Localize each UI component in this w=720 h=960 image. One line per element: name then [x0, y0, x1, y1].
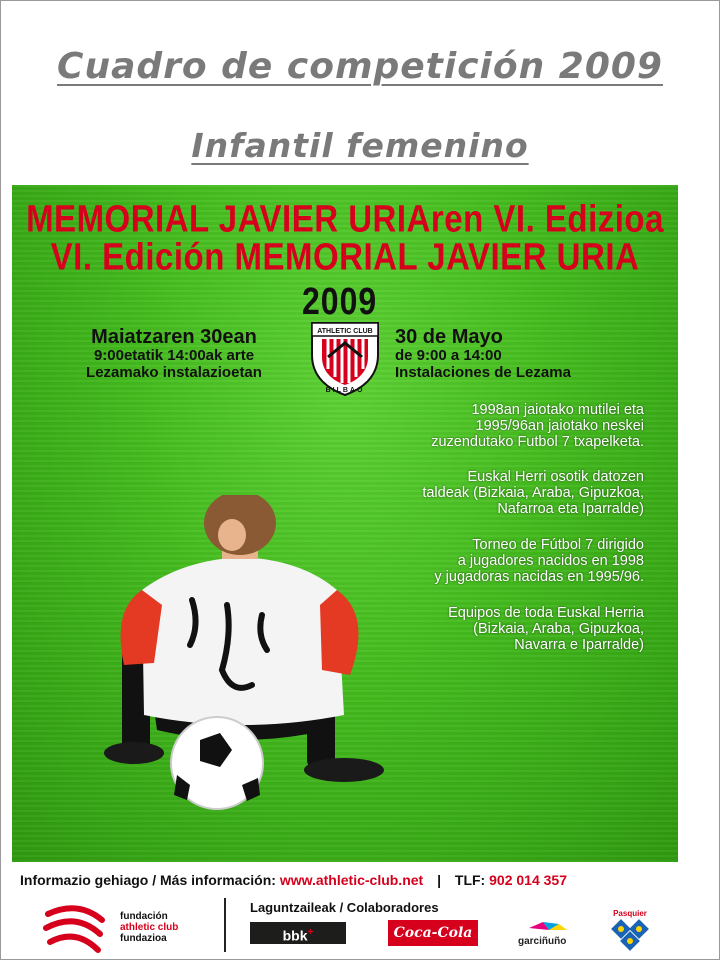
bbk-logo — [250, 922, 346, 944]
foundation-line: athletic club — [120, 922, 179, 933]
event-place-spanish: Instalaciones de Lezama — [395, 364, 571, 381]
contact-info-line — [20, 872, 700, 888]
foundation-name — [120, 911, 178, 944]
athletic-club-crest-icon — [304, 317, 386, 397]
info-line: a jugadores nacidos en 1998 — [457, 553, 644, 569]
event-place-basque: Lezamako instalazioetan — [86, 364, 262, 381]
info-line: Equipos de toda Euskal Herria — [448, 605, 644, 621]
event-poster — [12, 185, 678, 862]
crest-text-top: ATHLETIC CLUB — [317, 328, 373, 335]
website-link[interactable]: www.athletic-club.net — [279, 872, 424, 888]
pasquier-logo-text: Pasquier — [613, 909, 647, 918]
info-line: zuzendutako Futbol 7 txapelketa. — [431, 434, 644, 450]
coca-cola-logo: Coca-Cola — [388, 920, 478, 946]
poster-title-spanish: VI. Edición MEMORIAL JAVIER URIA — [50, 235, 640, 278]
page-subtitle: Infantil femenino — [191, 126, 529, 165]
info-line: taldeak (Bizkaia, Araba, Gipuzkoa, — [422, 485, 644, 501]
bbk-logo-text: bbk — [282, 927, 308, 944]
info-line: Euskal Herri osotik datozen — [467, 469, 644, 485]
poster-year: 2009 — [302, 279, 378, 323]
phone-label: TLF: — [454, 872, 486, 888]
poster-title-basque: MEMORIAL JAVIER URIAren VI. Edizioa — [26, 197, 664, 240]
event-info-basque — [54, 327, 294, 381]
separator: | — [437, 872, 442, 888]
collaborators-label: Laguntzaileak / Colaboradores — [250, 900, 439, 915]
info-block-4 — [448, 605, 644, 653]
child-on-football-image — [82, 495, 402, 862]
info-line: (Bizkaia, Araba, Gipuzkoa, — [473, 621, 644, 637]
event-time-spanish: de 9:00 a 14:00 — [395, 347, 502, 364]
footer-divider — [224, 898, 226, 952]
event-date-basque: Maiatzaren 30ean — [91, 326, 257, 348]
event-info-spanish — [395, 327, 665, 381]
info-block-1 — [431, 402, 644, 450]
info-line: y jugadoras nacidas en 1995/96. — [434, 569, 644, 585]
foundation-line: fundación — [120, 911, 168, 922]
info-line: 1998an jaiotako mutilei eta — [471, 402, 644, 418]
more-info-label: Informazio gehiago / Más información: — [20, 872, 276, 888]
event-date-spanish: 30 de Mayo — [395, 326, 503, 348]
info-line: 1995/96an jaiotako neskei — [475, 418, 644, 434]
info-block-3 — [434, 537, 644, 585]
phone-number: 902 014 357 — [489, 872, 567, 888]
event-time-basque: 9:00etatik 14:00ak arte — [93, 347, 255, 364]
crest-text-bottom: BILBAO — [325, 387, 365, 394]
page-title: Cuadro de competición 2009 — [57, 46, 663, 87]
info-line: Torneo de Fútbol 7 dirigido — [472, 537, 644, 553]
info-line: Navarra e Iparralde) — [514, 637, 644, 653]
bbk-plus-icon: + — [307, 927, 314, 938]
info-block-2 — [422, 469, 644, 517]
foundation-line: fundazioa — [120, 933, 167, 944]
garcinuno-logo-text: garciñuño — [518, 936, 567, 947]
info-line: Nafarroa eta Iparralde) — [497, 501, 644, 517]
